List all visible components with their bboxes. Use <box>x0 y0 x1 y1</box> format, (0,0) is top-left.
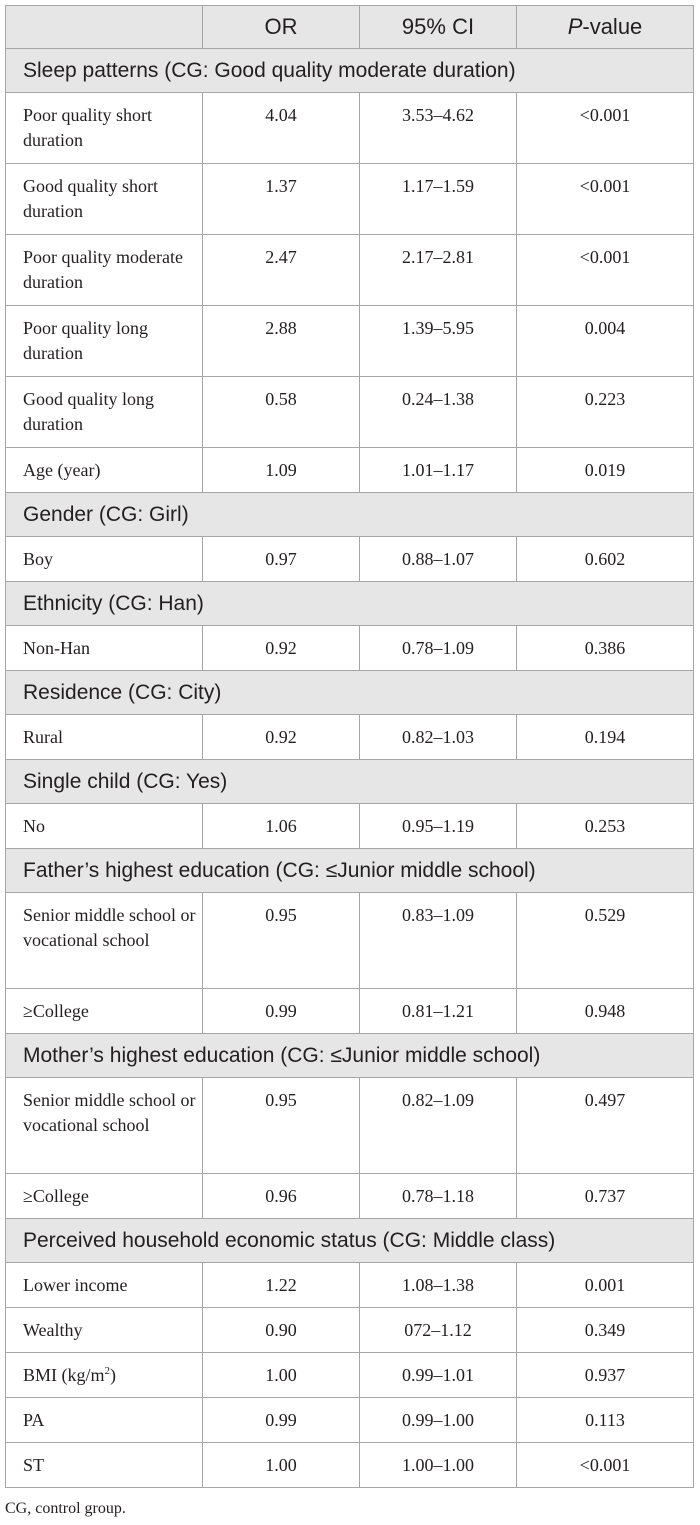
section-sleep-patterns <box>6 49 694 93</box>
section-gender <box>6 493 694 537</box>
row-label: ≥College <box>6 989 203 1034</box>
row-label: Rural <box>6 715 203 760</box>
section-label: Ethnicity (CG: Han) <box>6 582 694 626</box>
section-label: Perceived household economic status (CG: Middle class) <box>6 1219 694 1263</box>
table-row <box>6 1174 694 1219</box>
cell-ci: 0.24–1.38 <box>360 377 517 448</box>
table-row <box>6 1263 694 1308</box>
cell-or: 1.37 <box>203 164 360 235</box>
cell-p: 0.602 <box>517 537 694 582</box>
cell-p: 0.113 <box>517 1398 694 1443</box>
section-economic-status <box>6 1219 694 1263</box>
row-label: Boy <box>6 537 203 582</box>
cell-p: 0.001 <box>517 1263 694 1308</box>
cell-or: 2.47 <box>203 235 360 306</box>
cell-or: 0.96 <box>203 1174 360 1219</box>
bmi-superscript: 2 <box>104 1365 111 1377</box>
section-mother-education <box>6 1034 694 1078</box>
section-label: Single child (CG: Yes) <box>6 760 694 804</box>
cell-ci: 0.82–1.03 <box>360 715 517 760</box>
cell-ci: 0.95–1.19 <box>360 804 517 849</box>
row-label: Wealthy <box>6 1308 203 1353</box>
cell-or: 1.00 <box>203 1443 360 1488</box>
row-label: Poor quality short duration <box>6 93 203 164</box>
table-row <box>6 1078 694 1174</box>
cell-p: <0.001 <box>517 1443 694 1488</box>
cell-ci: 0.99–1.00 <box>360 1398 517 1443</box>
cell-p: <0.001 <box>517 164 694 235</box>
section-father-education <box>6 849 694 893</box>
section-label: Sleep patterns (CG: Good quality moderate duration) <box>6 49 694 93</box>
cell-or: 0.99 <box>203 1398 360 1443</box>
row-label: Age (year) <box>6 448 203 493</box>
cell-or: 1.22 <box>203 1263 360 1308</box>
row-label: Good quality short duration <box>6 164 203 235</box>
table-row <box>6 235 694 306</box>
header-ci: 95% CI <box>360 6 517 49</box>
table-row <box>6 448 694 493</box>
header-p-rest: -value <box>582 14 643 39</box>
table-row <box>6 1353 694 1398</box>
cell-ci: 1.08–1.38 <box>360 1263 517 1308</box>
row-label: PA <box>6 1398 203 1443</box>
row-label: ≥College <box>6 1174 203 1219</box>
bmi-label-end: ) <box>110 1365 117 1385</box>
table-row <box>6 93 694 164</box>
cell-p: 0.349 <box>517 1308 694 1353</box>
header-row <box>6 6 694 49</box>
cell-ci: 0.78–1.09 <box>360 626 517 671</box>
cell-or: 2.88 <box>203 306 360 377</box>
bmi-label: BMI (kg/m <box>23 1365 105 1385</box>
table-row <box>6 1443 694 1488</box>
table-row <box>6 1398 694 1443</box>
table-row <box>6 164 694 235</box>
cell-p: 0.737 <box>517 1174 694 1219</box>
cell-p: 0.497 <box>517 1078 694 1174</box>
section-residence <box>6 671 694 715</box>
cell-or: 1.00 <box>203 1353 360 1398</box>
table-footnote: CG, control group. <box>5 1500 126 1517</box>
cell-or: 0.95 <box>203 1078 360 1174</box>
cell-ci: 0.82–1.09 <box>360 1078 517 1174</box>
cell-p: 0.529 <box>517 893 694 989</box>
row-label: Senior middle school or vocational school <box>6 1078 203 1174</box>
cell-ci: 072–1.12 <box>360 1308 517 1353</box>
cell-or: 0.90 <box>203 1308 360 1353</box>
cell-or: 1.06 <box>203 804 360 849</box>
header-p-italic: P <box>567 14 583 39</box>
header-or: OR <box>203 6 360 49</box>
section-single-child <box>6 760 694 804</box>
table-row <box>6 626 694 671</box>
cell-p: 0.253 <box>517 804 694 849</box>
cell-ci: 0.81–1.21 <box>360 989 517 1034</box>
table-row <box>6 715 694 760</box>
cell-or: 0.58 <box>203 377 360 448</box>
header-blank <box>6 6 203 49</box>
cell-ci: 3.53–4.62 <box>360 93 517 164</box>
cell-ci: 2.17–2.81 <box>360 235 517 306</box>
table-row <box>6 1308 694 1353</box>
table-row <box>6 804 694 849</box>
cell-p: 0.937 <box>517 1353 694 1398</box>
table-row <box>6 306 694 377</box>
cell-ci: 1.17–1.59 <box>360 164 517 235</box>
cell-or: 1.09 <box>203 448 360 493</box>
cell-ci: 1.39–5.95 <box>360 306 517 377</box>
header-p-value <box>517 6 694 49</box>
section-label: Gender (CG: Girl) <box>6 493 694 537</box>
cell-or: 4.04 <box>203 93 360 164</box>
row-label <box>6 1353 203 1398</box>
table-row <box>6 537 694 582</box>
cell-or: 0.92 <box>203 715 360 760</box>
section-ethnicity <box>6 582 694 626</box>
table-row <box>6 989 694 1034</box>
regression-table <box>5 5 694 1488</box>
cell-ci: 1.00–1.00 <box>360 1443 517 1488</box>
row-label: ST <box>6 1443 203 1488</box>
cell-or: 0.95 <box>203 893 360 989</box>
cell-p: 0.223 <box>517 377 694 448</box>
cell-p: 0.386 <box>517 626 694 671</box>
row-label: Good quality long duration <box>6 377 203 448</box>
cell-or: 0.99 <box>203 989 360 1034</box>
row-label: Poor quality long duration <box>6 306 203 377</box>
cell-or: 0.92 <box>203 626 360 671</box>
cell-p: 0.948 <box>517 989 694 1034</box>
cell-p: 0.004 <box>517 306 694 377</box>
row-label: Non-Han <box>6 626 203 671</box>
cell-ci: 0.99–1.01 <box>360 1353 517 1398</box>
cell-or: 0.97 <box>203 537 360 582</box>
section-label: Father’s highest education (CG: ≤Junior middle school) <box>6 849 694 893</box>
cell-ci: 1.01–1.17 <box>360 448 517 493</box>
cell-p: <0.001 <box>517 235 694 306</box>
cell-ci: 0.78–1.18 <box>360 1174 517 1219</box>
row-label: No <box>6 804 203 849</box>
table-row <box>6 893 694 989</box>
cell-p: <0.001 <box>517 93 694 164</box>
row-label: Poor quality moderate duration <box>6 235 203 306</box>
table-row <box>6 377 694 448</box>
cell-ci: 0.83–1.09 <box>360 893 517 989</box>
row-label: Senior middle school or vocational school <box>6 893 203 989</box>
cell-p: 0.194 <box>517 715 694 760</box>
row-label: Lower income <box>6 1263 203 1308</box>
section-label: Mother’s highest education (CG: ≤Junior middle school) <box>6 1034 694 1078</box>
section-label: Residence (CG: City) <box>6 671 694 715</box>
cell-ci: 0.88–1.07 <box>360 537 517 582</box>
cell-p: 0.019 <box>517 448 694 493</box>
